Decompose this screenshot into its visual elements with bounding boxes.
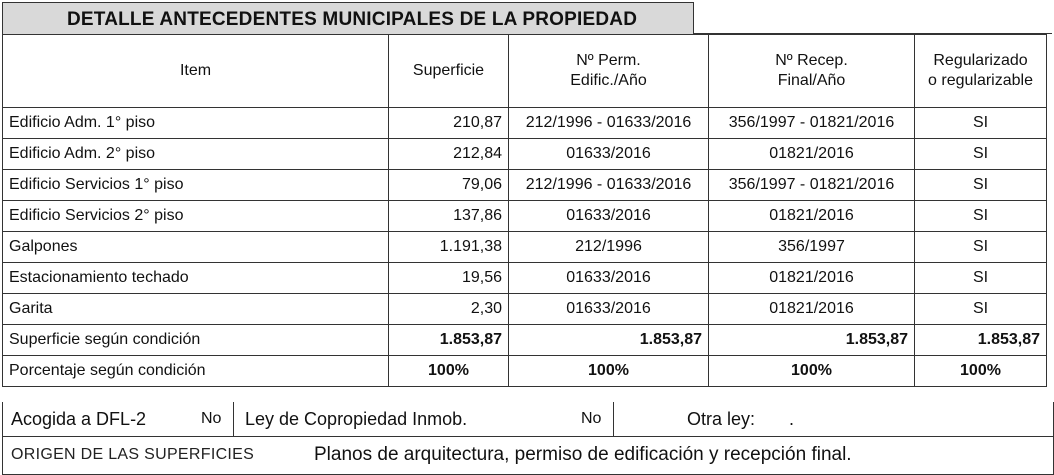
row-item: Edificio Servicios 1° piso [3, 170, 389, 201]
ley-copropiedad-label: Ley de Copropiedad Inmob. [245, 409, 468, 429]
row-recepcion: 01821/2016 [709, 201, 915, 232]
row-permiso: 01633/2016 [509, 139, 709, 170]
row-permiso: 01633/2016 [509, 263, 709, 294]
row-recepcion: 01821/2016 [709, 263, 915, 294]
section-title: DETALLE ANTECEDENTES MUNICIPALES DE LA PROPIEDAD [67, 9, 638, 30]
superficie-total-permiso: 1.853,87 [509, 325, 709, 356]
row-recepcion: 356/1997 - 01821/2016 [709, 170, 915, 201]
row-superficie: 79,06 [389, 170, 509, 201]
table-row [3, 108, 1047, 139]
row-permiso: 212/1996 - 01633/2016 [509, 170, 709, 201]
row-regularizado: SI [915, 201, 1047, 232]
row-item: Garita [3, 294, 389, 325]
row-recepcion: 356/1997 - 01821/2016 [709, 108, 915, 139]
porcentaje-row [3, 356, 1047, 387]
row-superficie: 2,30 [389, 294, 509, 325]
dfl-divider [233, 402, 234, 436]
superficie-total-recepcion: 1.853,87 [709, 325, 915, 356]
row-superficie: 212,84 [389, 139, 509, 170]
origen-label: ORIGEN DE LAS SUPERFICIES [11, 446, 255, 463]
row-recepcion: 356/1997 [709, 232, 915, 263]
table-row [3, 201, 1047, 232]
header-permiso: Nº Perm. Edific./Año [509, 35, 709, 108]
superficie-total-superficie: 1.853,87 [389, 325, 509, 356]
row-permiso: 01633/2016 [509, 294, 709, 325]
dfl-label: Acogida a DFL-2 [11, 409, 147, 429]
ley-divider [613, 402, 614, 436]
row-regularizado: SI [915, 170, 1047, 201]
row-regularizado: SI [915, 263, 1047, 294]
otra-ley-value: . [789, 409, 795, 429]
superficie-total-regularizado: 1.853,87 [915, 325, 1047, 356]
row-regularizado: SI [915, 108, 1047, 139]
row-superficie: 210,87 [389, 108, 509, 139]
row-regularizado: SI [915, 294, 1047, 325]
row-permiso: 01633/2016 [509, 201, 709, 232]
header-superficie: Superficie [389, 35, 509, 108]
table-row [3, 294, 1047, 325]
dfl-value: No [201, 410, 222, 427]
row-item: Edificio Adm. 1° piso [3, 108, 389, 139]
row-superficie: 1.191,38 [389, 232, 509, 263]
table-row [3, 263, 1047, 294]
header-item: Item [3, 35, 389, 108]
porcentaje-recepcion: 100% [709, 356, 915, 387]
row-permiso: 212/1996 [509, 232, 709, 263]
header-regularizado: Regularizado o regularizable [915, 35, 1047, 108]
row-superficie: 19,56 [389, 263, 509, 294]
row-item: Edificio Servicios 2° piso [3, 201, 389, 232]
otra-ley-label: Otra ley: [687, 409, 756, 429]
antecedentes-table [2, 34, 1047, 387]
row-recepcion: 01821/2016 [709, 294, 915, 325]
superficie-total-row [3, 325, 1047, 356]
title-band [0, 0, 1054, 34]
porcentaje-superficie: 100% [389, 356, 509, 387]
row-item: Edificio Adm. 2° piso [3, 139, 389, 170]
row-superficie: 137,86 [389, 201, 509, 232]
row-item: Galpones [3, 232, 389, 263]
porcentaje-regularizado: 100% [915, 356, 1047, 387]
header-recepcion: Nº Recep. Final/Año [709, 35, 915, 108]
table-row [3, 170, 1047, 201]
row-permiso: 212/1996 - 01633/2016 [509, 108, 709, 139]
row-regularizado: SI [915, 139, 1047, 170]
porcentaje-label: Porcentaje según condición [3, 356, 389, 387]
origen-row [2, 437, 1054, 475]
row-regularizado: SI [915, 232, 1047, 263]
header-row [3, 35, 1047, 108]
porcentaje-permiso: 100% [509, 356, 709, 387]
ley-copropiedad-value: No [581, 410, 602, 427]
title-box [2, 2, 694, 34]
table-row [3, 232, 1047, 263]
origen-value: Planos de arquitectura, permiso de edificación y recepción final. [314, 444, 852, 465]
row-item: Estacionamiento techado [3, 263, 389, 294]
row-recepcion: 01821/2016 [709, 139, 915, 170]
table-row [3, 139, 1047, 170]
dfl-row [2, 402, 1054, 437]
superficie-total-label: Superficie según condición [3, 325, 389, 356]
